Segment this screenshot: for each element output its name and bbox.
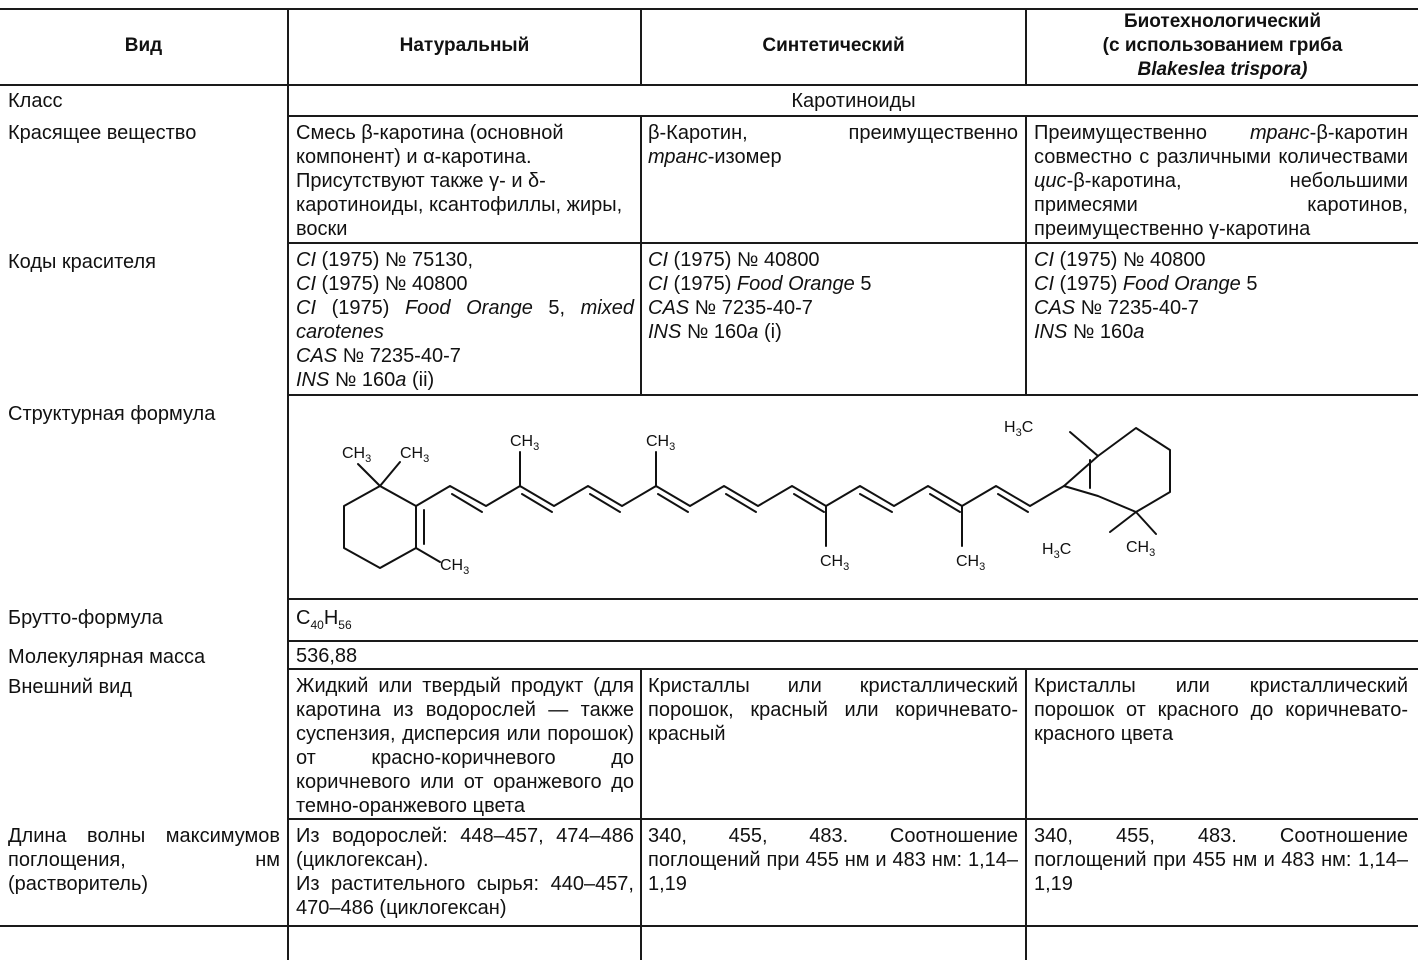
row-class-value: Каротиноиды xyxy=(791,90,916,112)
row-coloring-biotech xyxy=(1034,121,1408,241)
header-col-type xyxy=(0,8,287,84)
label-ch3: $CH_3$ xyxy=(440,557,470,577)
right-ring-methyl xyxy=(1070,432,1098,456)
code-line xyxy=(1034,248,1408,272)
code-line xyxy=(1034,320,1408,344)
trans-em: транс xyxy=(648,146,708,168)
mixed-carotenes-text: mixed carotenes xyxy=(296,297,634,343)
rule-col-divider-3c xyxy=(1025,668,1027,960)
hydrogen: H xyxy=(323,607,339,629)
hydrogen-count: 56 xyxy=(338,618,352,632)
rule-class-bottom xyxy=(287,115,1418,117)
row-coloring-synthetic-line2 xyxy=(648,145,1018,169)
row-appearance-synthetic: Кристаллы или кристаллический порошок, красный или коричневато-красный xyxy=(648,675,1018,745)
year-text: (1975) xyxy=(668,273,732,295)
biotech-p2: -β-каротин совместно с различными количествами xyxy=(1034,122,1408,168)
row-codes-natural xyxy=(296,248,634,392)
label-ch3: $CH_3$ xyxy=(956,553,986,573)
left-ring xyxy=(344,486,416,568)
code-number: № 160 xyxy=(681,321,748,343)
code-number: № 40800 xyxy=(731,249,820,271)
biotech-p1: Преимущественно xyxy=(1034,122,1250,144)
beta-carotene-structure xyxy=(300,404,1300,594)
isomer-text: -изомер xyxy=(707,146,782,168)
rule-structure-bottom xyxy=(287,598,1418,600)
rule-col-divider-2b xyxy=(640,115,642,395)
row-coloring-synthetic xyxy=(648,121,1018,169)
label-h3c: $H_3C$ xyxy=(1004,419,1034,439)
code-line xyxy=(296,272,634,296)
row-appearance-natural: Жидкий или твердый продукт (для каротина из водорослей — также суспензия, дисперсия или порошок) от красно-коричневого до коричневого или от оранжевого до темно-оранжевого цвета xyxy=(296,675,634,817)
rule-wavelength-bottom xyxy=(0,925,1418,927)
cas-text: CAS xyxy=(1034,297,1076,319)
cas-text: CAS xyxy=(296,345,338,367)
header-col-biotech xyxy=(1027,8,1418,84)
biotech-em2: цис xyxy=(1034,170,1067,192)
carbon-count: 40 xyxy=(310,618,324,632)
code-number: № 40800 xyxy=(379,273,468,295)
ins-suffix: a xyxy=(747,321,759,343)
rule-mass-bottom xyxy=(287,668,1418,670)
ci-text: CI xyxy=(296,297,316,319)
wavelength-plant: Из растительного сырья: 440–457, 470–486 (циклогексан) xyxy=(296,873,634,919)
ins-text: INS xyxy=(648,321,682,343)
code-number: № 160 xyxy=(329,369,396,391)
code-line xyxy=(296,248,634,272)
left-gem-methyl-b xyxy=(380,462,400,486)
row-gross-value xyxy=(296,606,634,630)
ci-text: CI xyxy=(296,249,316,271)
row-coloring-label: Красящее вещество xyxy=(8,122,197,144)
rule-col-divider-1 xyxy=(287,8,289,960)
header-col-type-text: Вид xyxy=(124,35,163,56)
row-appearance-label: Внешний вид xyxy=(8,676,132,698)
left-ring-methyl xyxy=(416,548,440,562)
header-col-biotech-line3: Blakeslea trispora) xyxy=(1137,59,1308,80)
code-line xyxy=(296,368,634,392)
row-wavelength-biotech: 340, 455, 483. Соотношение поглощений при 455 нм и 483 нм: 1,14–1,19 xyxy=(1034,825,1408,895)
row-codes-synthetic xyxy=(648,248,1018,344)
row-class-label: Класс xyxy=(8,90,63,112)
food-orange-text: Food Orange xyxy=(1117,273,1241,295)
row-codes-label: Коды красителя xyxy=(8,251,156,273)
code-line xyxy=(296,344,634,368)
ins-variant: (ii) xyxy=(406,369,435,391)
rule-col-divider-2c xyxy=(640,668,642,960)
year-text: (1975) xyxy=(1054,273,1118,295)
rule-col-divider-3b xyxy=(1025,115,1027,395)
header-col-biotech-line1: Биотехнологический xyxy=(1123,11,1322,32)
code-number: 5, xyxy=(532,297,566,319)
row-mass-label: Молекулярная масса xyxy=(8,646,206,668)
ins-text: INS xyxy=(296,369,330,391)
row-wavelength-natural xyxy=(296,824,634,920)
ci-text: CI xyxy=(1034,273,1054,295)
rule-header-bottom xyxy=(0,84,1418,86)
header-col-natural xyxy=(289,8,640,84)
row-appearance-biotech: Кристаллы или кристаллический порошок от красного до коричневато-красного цвета xyxy=(1034,675,1408,745)
right-gem-methyl-b xyxy=(1136,512,1156,534)
code-line xyxy=(648,296,1018,320)
label-ch3: $CH_3$ xyxy=(342,445,372,465)
row-mass-value: 536,88 xyxy=(296,645,358,667)
code-line xyxy=(296,296,634,344)
year-text: (1975) xyxy=(316,297,390,319)
code-number: 5 xyxy=(1240,273,1258,295)
year-text: (1975) xyxy=(316,249,380,271)
cas-text: CAS xyxy=(648,297,690,319)
code-line xyxy=(648,248,1018,272)
rule-appearance-bottom xyxy=(287,818,1418,820)
code-number: № 7235-40-7 xyxy=(337,345,461,367)
year-text: (1975) xyxy=(1054,249,1118,271)
row-coloring-natural: Смесь β-каротина (основной компонент) и α-каротина. Присутствуют также γ- и δ-каротиноиды, ксантофиллы, жиры, воски xyxy=(296,122,623,240)
code-number: № 75130, xyxy=(379,249,474,271)
biotech-em1: транс xyxy=(1249,122,1310,144)
label-h3c: $H_3C$ xyxy=(1042,541,1072,561)
rule-coloring-bottom xyxy=(287,242,1418,244)
row-codes-biotech xyxy=(1034,248,1408,344)
food-orange-text: Food Orange xyxy=(389,297,533,319)
header-col-natural-text: Натуральный xyxy=(399,35,530,56)
header-col-biotech-line2: (с использованием гриба xyxy=(1102,35,1343,56)
row-wavelength-label: Длина волны максимумов поглощения, нм (растворитель) xyxy=(8,825,280,895)
ins-suffix: a xyxy=(395,369,407,391)
ins-variant: (i) xyxy=(758,321,782,343)
ins-suffix: a xyxy=(1133,321,1145,343)
right-gem-methyl-a xyxy=(1110,512,1136,532)
year-text: (1975) xyxy=(668,249,732,271)
row-coloring-synthetic-line1: β-Каротин, преимущественно xyxy=(648,122,1018,144)
header-col-synthetic-text: Синтетический xyxy=(762,35,905,56)
code-line xyxy=(1034,272,1408,296)
row-gross-label: Брутто-формула xyxy=(8,607,163,629)
rule-codes-bottom xyxy=(287,394,1418,396)
food-orange-text: Food Orange xyxy=(731,273,855,295)
row-structure-label: Структурная формула xyxy=(8,403,216,425)
ci-text: CI xyxy=(648,249,668,271)
code-number: 5 xyxy=(854,273,872,295)
header-col-synthetic xyxy=(642,8,1025,84)
ins-text: INS xyxy=(1034,321,1068,343)
label-ch3: $CH_3$ xyxy=(510,433,540,453)
code-line xyxy=(1034,296,1408,320)
rule-gross-bottom xyxy=(287,640,1418,642)
ci-text: CI xyxy=(1034,249,1054,271)
code-line xyxy=(648,272,1018,296)
ci-text: CI xyxy=(296,273,316,295)
chain-double-bond xyxy=(452,494,482,512)
code-number: № 160 xyxy=(1067,321,1134,343)
label-ch3: $CH_3$ xyxy=(1126,539,1156,559)
year-text: (1975) xyxy=(316,273,380,295)
code-number: № 40800 xyxy=(1117,249,1206,271)
code-number: № 7235-40-7 xyxy=(1075,297,1199,319)
carbon: C xyxy=(296,607,311,629)
row-wavelength-synthetic: 340, 455, 483. Соотношение поглощений при 455 нм и 483 нм: 1,14–1,19 xyxy=(648,825,1018,895)
code-line xyxy=(648,320,1018,344)
wavelength-algae: Из водорослей: 448–457, 474–486 (циклогексан). xyxy=(296,825,634,871)
left-gem-methyl-a xyxy=(358,464,380,486)
biotech-p3: -β-каротина, небольшими примесями каротинов, преимущественно γ-каротина xyxy=(1034,170,1408,240)
code-number: № 7235-40-7 xyxy=(689,297,813,319)
label-ch3: $CH_3$ xyxy=(820,553,850,573)
label-ch3: $CH_3$ xyxy=(400,445,430,465)
ci-text: CI xyxy=(648,273,668,295)
label-ch3: $CH_3$ xyxy=(646,433,676,453)
